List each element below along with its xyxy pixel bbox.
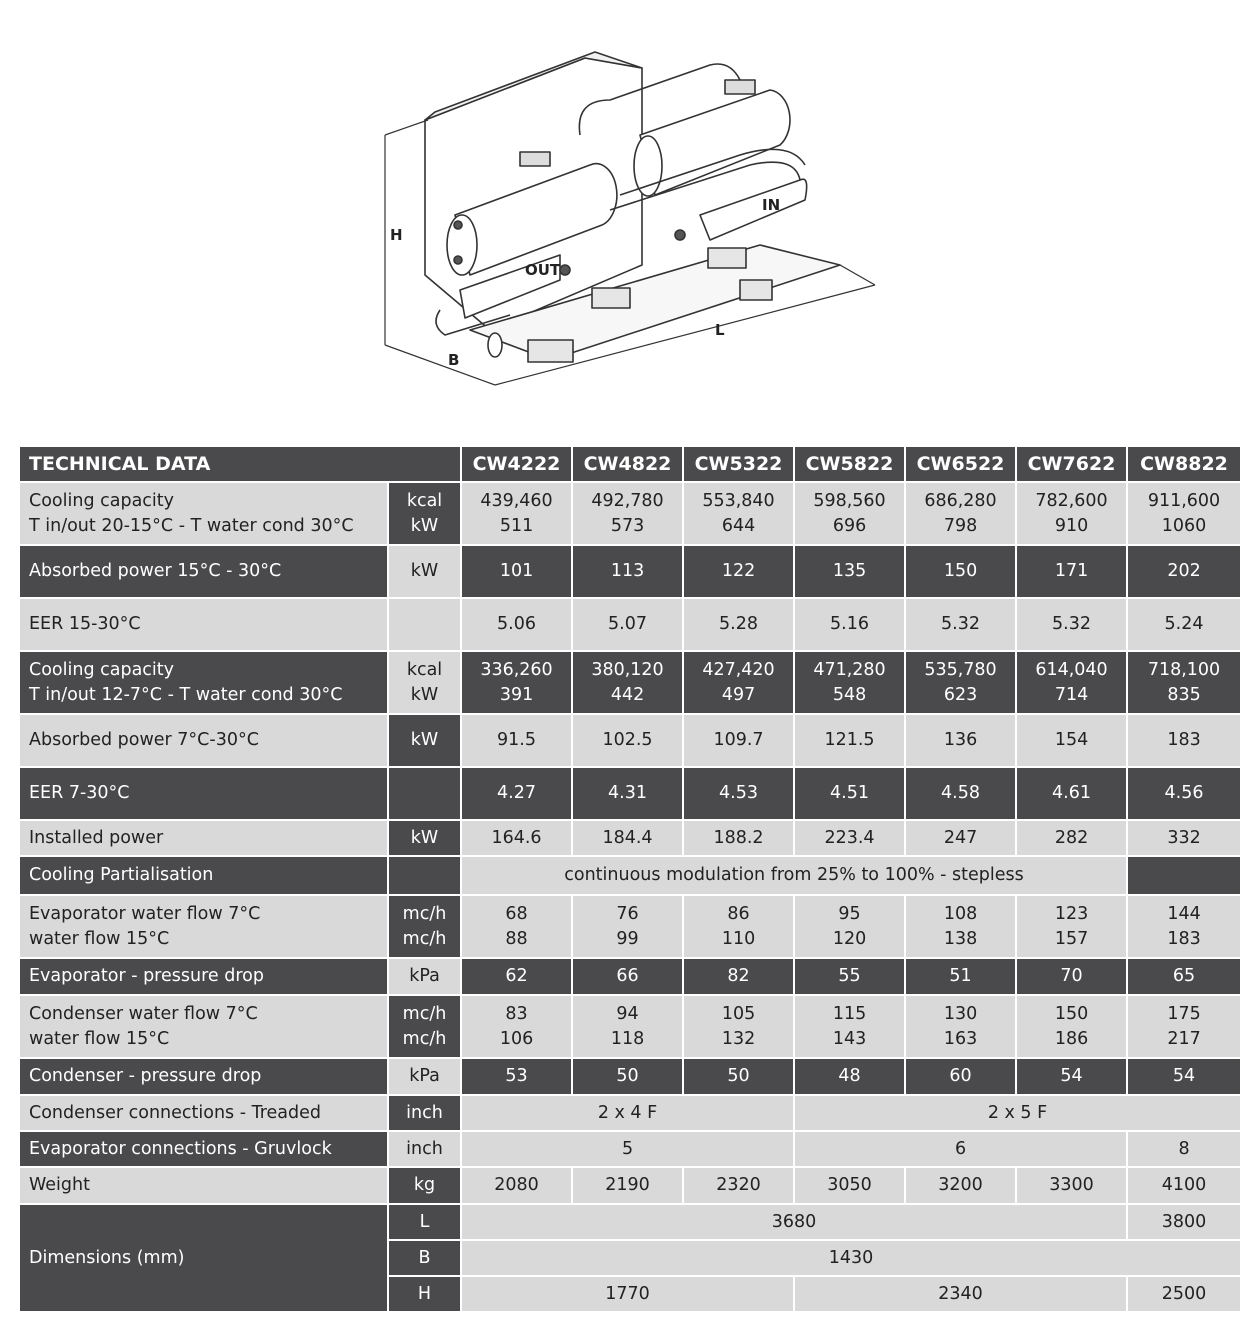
table-cell: 83 106 [461,995,572,1058]
table-row [19,545,1241,598]
table-cell: 471,280 548 [794,651,905,714]
table-cell [1127,856,1241,895]
table-cell: 5.24 [1127,598,1241,651]
row-unit [388,856,461,895]
table-cell: 95 120 [794,895,905,958]
table-cell: 70 [1016,958,1127,995]
table-cell: 66 [572,958,683,995]
row-label: Dimensions (mm) [19,1204,388,1312]
table-cell: 1430 [461,1240,1241,1276]
table-title: TECHNICAL DATA [19,446,461,482]
table-cell: 380,120 442 [572,651,683,714]
dimension-b-label: B [448,351,460,369]
row-label: Absorbed power 7°C-30°C [19,714,388,767]
row-label: Evaporator - pressure drop [19,958,388,995]
table-cell: 150 [905,545,1016,598]
table-row [19,856,1241,895]
table-cell: 439,460 511 [461,482,572,545]
model-header: CW8822 [1127,446,1241,482]
table-header-row [19,446,1241,482]
dimension-l-label: L [715,321,725,339]
table-cell: 50 [683,1058,794,1095]
table-cell: 54 [1127,1058,1241,1095]
table-cell: 82 [683,958,794,995]
row-unit: kW [388,545,461,598]
table-cell: 2320 [683,1167,794,1204]
row-unit: inch [388,1095,461,1131]
table-cell: 282 [1016,820,1127,856]
table-row [19,482,1241,545]
table-cell: 101 [461,545,572,598]
table-cell: 123 157 [1016,895,1127,958]
table-row [19,820,1241,856]
table-cell: 614,040 714 [1016,651,1127,714]
table-cell: 94 118 [572,995,683,1058]
model-header: CW7622 [1016,446,1127,482]
table-cell: 68 88 [461,895,572,958]
table-row [19,1131,1241,1167]
table-row [19,651,1241,714]
table-cell: 154 [1016,714,1127,767]
table-cell: 8 [1127,1131,1241,1167]
table-cell: 109.7 [683,714,794,767]
table-row [19,598,1241,651]
table-cell: 54 [1016,1058,1127,1095]
table-cell: 183 [1127,714,1241,767]
table-cell: 2190 [572,1167,683,1204]
row-unit: kW [388,820,461,856]
model-header: CW5822 [794,446,905,482]
table-row [19,995,1241,1058]
model-header: CW4822 [572,446,683,482]
table-cell: 136 [905,714,1016,767]
table-cell: 184.4 [572,820,683,856]
table-cell: continuous modulation from 25% to 100% - stepless [461,856,1127,895]
row-label: EER 7-30°C [19,767,388,820]
table-cell: 62 [461,958,572,995]
model-header: CW4222 [461,446,572,482]
table-cell: 48 [794,1058,905,1095]
table-cell: 150 186 [1016,995,1127,1058]
table-cell: 336,260 391 [461,651,572,714]
table-cell: 108 138 [905,895,1016,958]
row-label: Cooling Partialisation [19,856,388,895]
table-cell: 115 143 [794,995,905,1058]
table-cell: 686,280 798 [905,482,1016,545]
table-cell: 4.51 [794,767,905,820]
row-unit: mc/h mc/h [388,995,461,1058]
table-cell: 122 [683,545,794,598]
row-unit: kPa [388,958,461,995]
row-unit: mc/h mc/h [388,895,461,958]
table-cell: 91.5 [461,714,572,767]
row-unit: kcal kW [388,651,461,714]
row-label: Evaporator water flow 7°C water flow 15°C [19,895,388,958]
table-cell: 53 [461,1058,572,1095]
table-cell: 102.5 [572,714,683,767]
table-cell: 5.28 [683,598,794,651]
row-label: Evaporator connections - Gruvlock [19,1131,388,1167]
table-cell: 3680 [461,1204,1127,1240]
table-cell: 3200 [905,1167,1016,1204]
row-unit: kg [388,1167,461,1204]
table-cell: 247 [905,820,1016,856]
table-row [19,1167,1241,1204]
table-cell: 3300 [1016,1167,1127,1204]
table-cell: 5.32 [905,598,1016,651]
table-cell: 5.07 [572,598,683,651]
table-row [19,958,1241,995]
table-cell: 135 [794,545,905,598]
table-cell: 427,420 497 [683,651,794,714]
table-cell: 5.16 [794,598,905,651]
table-row [19,1204,1241,1240]
table-cell: 598,560 696 [794,482,905,545]
table-row [19,895,1241,958]
table-cell: 130 163 [905,995,1016,1058]
table-cell: 171 [1016,545,1127,598]
row-label: Installed power [19,820,388,856]
table-cell: 492,780 573 [572,482,683,545]
table-row [19,714,1241,767]
row-label: Cooling capacity T in/out 20-15°C - T water cond 30°C [19,482,388,545]
table-cell: 2500 [1127,1276,1241,1312]
table-cell: 5.06 [461,598,572,651]
table-cell: 76 99 [572,895,683,958]
inlet-label: IN [762,196,781,214]
row-unit: kW [388,714,461,767]
table-cell: 535,780 623 [905,651,1016,714]
table-cell: 65 [1127,958,1241,995]
table-cell: 105 132 [683,995,794,1058]
table-cell: 553,840 644 [683,482,794,545]
table-cell: 4.61 [1016,767,1127,820]
row-unit: L [388,1204,461,1240]
dimension-h-label: H [390,226,403,244]
table-cell: 332 [1127,820,1241,856]
table-cell: 2 x 4 F [461,1095,794,1131]
table-cell: 4.56 [1127,767,1241,820]
table-cell: 164.6 [461,820,572,856]
table-cell: 4.27 [461,767,572,820]
table-cell: 911,600 1060 [1127,482,1241,545]
table-cell: 4.31 [572,767,683,820]
row-unit: B [388,1240,461,1276]
table-cell: 121.5 [794,714,905,767]
table-cell: 223.4 [794,820,905,856]
table-cell: 51 [905,958,1016,995]
table-cell: 5.32 [1016,598,1127,651]
row-unit: kcal kW [388,482,461,545]
table-cell: 50 [572,1058,683,1095]
chiller-unit-drawing [370,40,900,400]
table-cell: 2080 [461,1167,572,1204]
row-label: EER 15-30°C [19,598,388,651]
table-row [19,767,1241,820]
row-label: Cooling capacity T in/out 12-7°C - T water cond 30°C [19,651,388,714]
row-label: Weight [19,1167,388,1204]
row-unit [388,767,461,820]
table-cell: 86 110 [683,895,794,958]
row-label: Absorbed power 15°C - 30°C [19,545,388,598]
table-cell: 4.53 [683,767,794,820]
row-label: Condenser connections - Treaded [19,1095,388,1131]
table-cell: 3800 [1127,1204,1241,1240]
table-cell: 5 [461,1131,794,1167]
table-cell: 60 [905,1058,1016,1095]
row-unit [388,598,461,651]
table-cell: 202 [1127,545,1241,598]
row-label: Condenser water flow 7°C water flow 15°C [19,995,388,1058]
table-cell: 4.58 [905,767,1016,820]
row-label: Condenser - pressure drop [19,1058,388,1095]
table-cell: 3050 [794,1167,905,1204]
table-row [19,1095,1241,1131]
table-cell: 2340 [794,1276,1127,1312]
model-header: CW5322 [683,446,794,482]
row-unit: kPa [388,1058,461,1095]
table-cell: 188.2 [683,820,794,856]
outlet-label: OUT [525,261,561,279]
table-cell: 175 217 [1127,995,1241,1058]
table-cell: 113 [572,545,683,598]
row-unit: inch [388,1131,461,1167]
table-cell: 55 [794,958,905,995]
table-row [19,1058,1241,1095]
table-cell: 1770 [461,1276,794,1312]
model-header: CW6522 [905,446,1016,482]
table-cell: 4100 [1127,1167,1241,1204]
table-cell: 144 183 [1127,895,1241,958]
row-unit: H [388,1276,461,1312]
table-cell: 6 [794,1131,1127,1167]
table-cell: 2 x 5 F [794,1095,1241,1131]
technical-data-table [18,445,1242,1313]
table-cell: 782,600 910 [1016,482,1127,545]
table-cell: 718,100 835 [1127,651,1241,714]
